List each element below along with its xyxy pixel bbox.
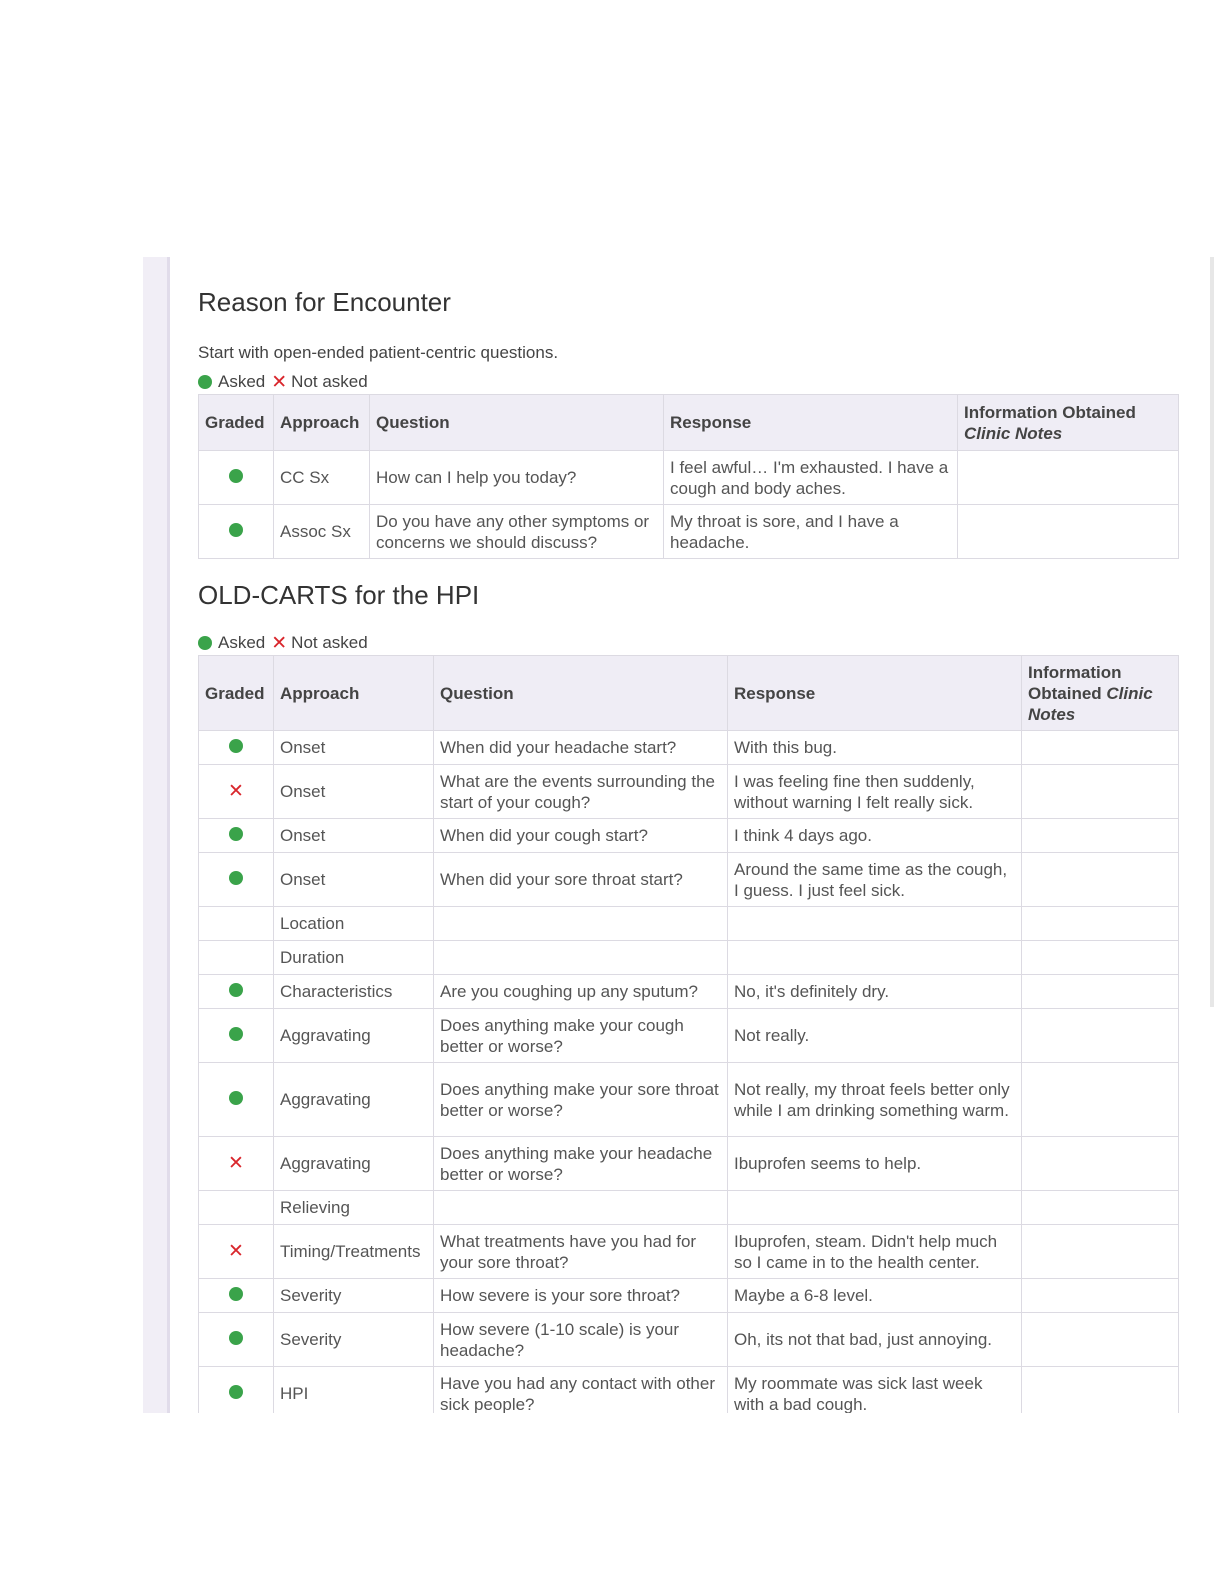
approach-cell: Characteristics bbox=[274, 975, 434, 1009]
response-cell: I was feeling fine then suddenly, without warning I felt really sick. bbox=[728, 765, 1022, 819]
response-cell: No, it's definitely dry. bbox=[728, 975, 1022, 1009]
asked-dot-icon bbox=[229, 871, 243, 885]
response-cell: Not really, my throat feels better only while I am drinking something warm. bbox=[728, 1063, 1022, 1137]
reason-table bbox=[198, 394, 1179, 559]
approach-cell: Aggravating bbox=[274, 1137, 434, 1191]
question-cell: What are the events surrounding the start of your cough? bbox=[434, 765, 728, 819]
question-cell: How severe is your sore throat? bbox=[434, 1279, 728, 1313]
not-asked-x-icon: ✕ bbox=[228, 1241, 244, 1262]
info-obtained-cell[interactable] bbox=[1022, 975, 1179, 1009]
approach-cell: Severity bbox=[274, 1279, 434, 1313]
graded-cell bbox=[199, 1063, 274, 1137]
info-obtained-cell[interactable] bbox=[1022, 941, 1179, 975]
header-response: Response bbox=[728, 656, 1022, 731]
oldcarts-table-header bbox=[199, 656, 1179, 731]
oldcarts-legend bbox=[198, 633, 368, 653]
question-cell: Does anything make your sore throat better or worse? bbox=[434, 1063, 728, 1137]
info-obtained-cell[interactable] bbox=[1022, 765, 1179, 819]
question-cell bbox=[434, 1191, 728, 1225]
asked-dot-icon bbox=[229, 1331, 243, 1345]
question-cell bbox=[434, 941, 728, 975]
reason-section-title: Reason for Encounter bbox=[198, 287, 451, 317]
approach-cell: Assoc Sx bbox=[274, 505, 370, 559]
table-row bbox=[199, 975, 1179, 1009]
graded-cell bbox=[199, 941, 274, 975]
approach-cell: Onset bbox=[274, 765, 434, 819]
table-row bbox=[199, 1367, 1179, 1414]
question-cell: Are you coughing up any sputum? bbox=[434, 975, 728, 1009]
approach-cell: Onset bbox=[274, 731, 434, 765]
table-row bbox=[199, 765, 1179, 819]
table-row bbox=[199, 731, 1179, 765]
header-approach: Approach bbox=[274, 656, 434, 731]
response-cell: I feel awful… I'm exhausted. I have a cough and body aches. bbox=[664, 451, 958, 505]
asked-dot-icon bbox=[229, 739, 243, 753]
header-info-sublabel: Clinic Notes bbox=[1028, 683, 1153, 724]
header-graded: Graded bbox=[199, 395, 274, 451]
table-row bbox=[199, 1063, 1179, 1137]
graded-cell bbox=[199, 765, 274, 819]
table-row bbox=[199, 451, 1179, 505]
reason-table-header bbox=[199, 395, 1179, 451]
table-row bbox=[199, 941, 1179, 975]
question-cell: When did your headache start? bbox=[434, 731, 728, 765]
approach-cell: Onset bbox=[274, 819, 434, 853]
question-cell: What treatments have you had for your sore throat? bbox=[434, 1225, 728, 1279]
response-cell bbox=[728, 941, 1022, 975]
approach-cell: Location bbox=[274, 907, 434, 941]
graded-cell bbox=[199, 1137, 274, 1191]
not-asked-x-icon: ✕ bbox=[228, 781, 244, 802]
response-cell: Not really. bbox=[728, 1009, 1022, 1063]
approach-cell: Timing/Treatments bbox=[274, 1225, 434, 1279]
info-obtained-cell[interactable] bbox=[1022, 731, 1179, 765]
question-cell bbox=[434, 907, 728, 941]
table-row bbox=[199, 819, 1179, 853]
response-cell: With this bug. bbox=[728, 731, 1022, 765]
response-cell: My roommate was sick last week with a bad cough. bbox=[728, 1367, 1022, 1414]
approach-cell: Duration bbox=[274, 941, 434, 975]
question-cell: Does anything make your cough better or worse? bbox=[434, 1009, 728, 1063]
response-cell: Oh, its not that bad, just annoying. bbox=[728, 1313, 1022, 1367]
table-row bbox=[199, 907, 1179, 941]
asked-dot-icon bbox=[229, 1091, 243, 1105]
graded-cell bbox=[199, 451, 274, 505]
header-info-obtained bbox=[958, 395, 1179, 451]
graded-cell bbox=[199, 819, 274, 853]
table-row bbox=[199, 1137, 1179, 1191]
question-cell: Does anything make your headache better or worse? bbox=[434, 1137, 728, 1191]
legend-not-asked-label: Not asked bbox=[291, 372, 368, 391]
graded-cell bbox=[199, 853, 274, 907]
legend-asked-label: Asked bbox=[218, 372, 266, 391]
response-cell: Ibuprofen, steam. Didn't help much so I came in to the health center. bbox=[728, 1225, 1022, 1279]
response-cell bbox=[728, 907, 1022, 941]
info-obtained-cell[interactable] bbox=[1022, 1367, 1179, 1414]
table-row bbox=[199, 1225, 1179, 1279]
graded-cell bbox=[199, 975, 274, 1009]
asked-dot-icon bbox=[198, 375, 212, 389]
approach-cell: Relieving bbox=[274, 1191, 434, 1225]
graded-cell bbox=[199, 1009, 274, 1063]
left-sidebar-strip bbox=[143, 257, 170, 1413]
question-cell: How can I help you today? bbox=[370, 451, 664, 505]
approach-cell: Aggravating bbox=[274, 1063, 434, 1137]
info-obtained-cell[interactable] bbox=[1022, 1009, 1179, 1063]
reason-intro-text: Start with open-ended patient-centric questions. bbox=[198, 343, 559, 362]
asked-dot-icon bbox=[229, 827, 243, 841]
encounter-panel bbox=[170, 257, 1210, 1413]
table-row bbox=[199, 1191, 1179, 1225]
asked-dot-icon bbox=[198, 636, 212, 650]
header-graded: Graded bbox=[199, 656, 274, 731]
approach-cell: Onset bbox=[274, 853, 434, 907]
legend-not-asked-label: Not asked bbox=[291, 633, 368, 652]
table-row bbox=[199, 853, 1179, 907]
graded-cell bbox=[199, 907, 274, 941]
question-cell: Do you have any other symptoms or concerns we should discuss? bbox=[370, 505, 664, 559]
asked-dot-icon bbox=[229, 469, 243, 483]
legend-asked-label: Asked bbox=[218, 633, 266, 652]
asked-dot-icon bbox=[229, 983, 243, 997]
info-obtained-cell[interactable] bbox=[1022, 853, 1179, 907]
info-obtained-cell[interactable] bbox=[1022, 1225, 1179, 1279]
approach-cell: Severity bbox=[274, 1313, 434, 1367]
response-cell: My throat is sore, and I have a headache. bbox=[664, 505, 958, 559]
info-obtained-cell[interactable] bbox=[1022, 907, 1179, 941]
response-cell: I think 4 days ago. bbox=[728, 819, 1022, 853]
question-cell: When did your cough start? bbox=[434, 819, 728, 853]
not-asked-x-icon: ✕ bbox=[271, 632, 288, 654]
info-obtained-cell[interactable] bbox=[958, 451, 1179, 505]
info-obtained-cell[interactable] bbox=[1022, 1279, 1179, 1313]
header-approach: Approach bbox=[274, 395, 370, 451]
not-asked-x-icon: ✕ bbox=[271, 371, 288, 393]
header-question: Question bbox=[434, 656, 728, 731]
table-row bbox=[199, 1279, 1179, 1313]
graded-cell bbox=[199, 505, 274, 559]
info-obtained-cell[interactable] bbox=[958, 505, 1179, 559]
response-cell: Around the same time as the cough, I guess. I just feel sick. bbox=[728, 853, 1022, 907]
graded-cell bbox=[199, 1313, 274, 1367]
oldcarts-table bbox=[198, 655, 1179, 1413]
header-question: Question bbox=[370, 395, 664, 451]
graded-cell bbox=[199, 1225, 274, 1279]
question-cell: When did your sore throat start? bbox=[434, 853, 728, 907]
header-info-label: Information Obtained bbox=[964, 402, 1136, 422]
oldcarts-section-title: OLD-CARTS for the HPI bbox=[198, 580, 480, 610]
response-cell bbox=[728, 1191, 1022, 1225]
asked-dot-icon bbox=[229, 1027, 243, 1041]
header-response: Response bbox=[664, 395, 958, 451]
info-obtained-cell[interactable] bbox=[1022, 1137, 1179, 1191]
info-obtained-cell[interactable] bbox=[1022, 1191, 1179, 1225]
header-info-label: Information Obtained bbox=[1028, 662, 1122, 703]
info-obtained-cell[interactable] bbox=[1022, 1063, 1179, 1137]
reason-legend bbox=[198, 372, 368, 392]
info-obtained-cell[interactable] bbox=[1022, 1313, 1179, 1367]
graded-cell bbox=[199, 1191, 274, 1225]
graded-cell bbox=[199, 1279, 274, 1313]
approach-cell: CC Sx bbox=[274, 451, 370, 505]
graded-cell bbox=[199, 731, 274, 765]
question-cell: Have you had any contact with other sick people? bbox=[434, 1367, 728, 1414]
not-asked-x-icon: ✕ bbox=[228, 1153, 244, 1174]
info-obtained-cell[interactable] bbox=[1022, 819, 1179, 853]
graded-cell bbox=[199, 1367, 274, 1414]
approach-cell: Aggravating bbox=[274, 1009, 434, 1063]
asked-dot-icon bbox=[229, 523, 243, 537]
header-info-obtained bbox=[1022, 656, 1179, 731]
table-row bbox=[199, 1313, 1179, 1367]
approach-cell: HPI bbox=[274, 1367, 434, 1414]
response-cell: Maybe a 6-8 level. bbox=[728, 1279, 1022, 1313]
table-row bbox=[199, 505, 1179, 559]
header-info-sublabel: Clinic Notes bbox=[964, 423, 1063, 443]
asked-dot-icon bbox=[229, 1287, 243, 1301]
response-cell: Ibuprofen seems to help. bbox=[728, 1137, 1022, 1191]
asked-dot-icon bbox=[229, 1385, 243, 1399]
table-row bbox=[199, 1009, 1179, 1063]
question-cell: How severe (1-10 scale) is your headache? bbox=[434, 1313, 728, 1367]
